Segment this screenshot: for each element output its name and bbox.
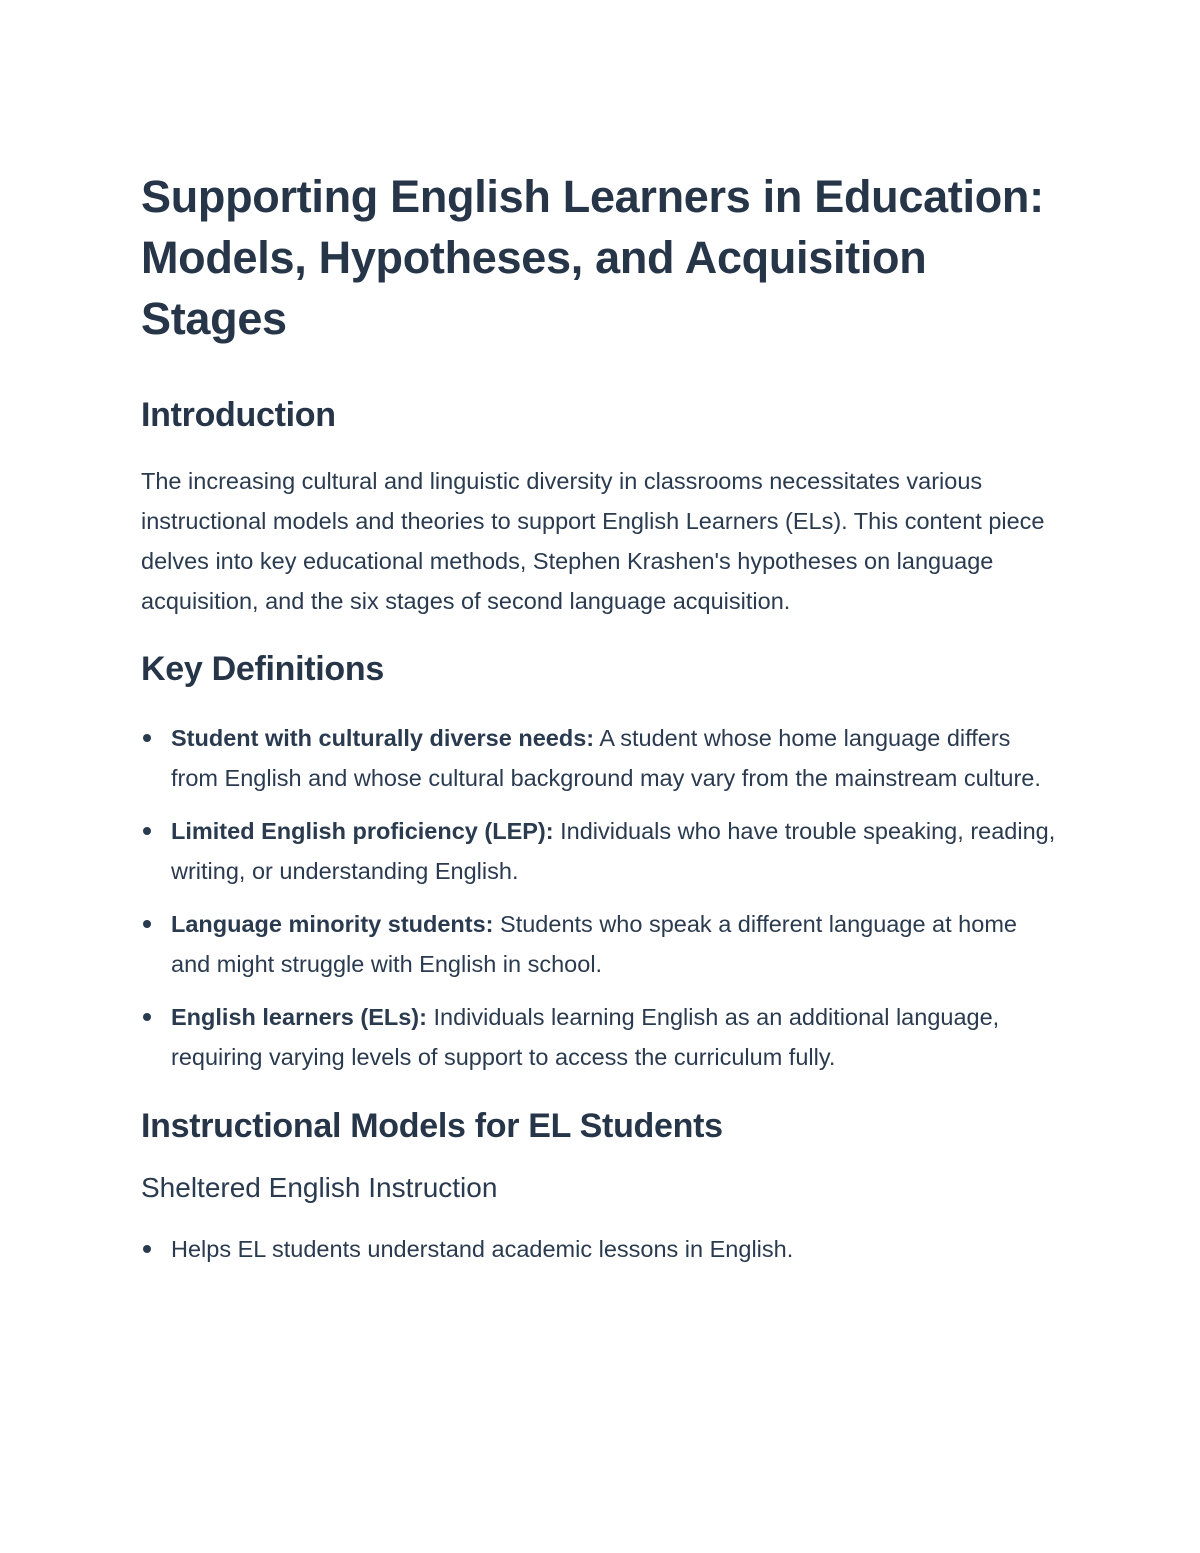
introduction-paragraph: The increasing cultural and linguistic diversity in classrooms necessitates various instructional models and theories to support English Learners (ELs). This content piece delves into key educational methods, Stephen Krashen's hypotheses on language acquisition, and the six stages of second language acquisition. — [141, 468, 1045, 614]
bullet-icon — [143, 827, 151, 835]
list-item — [141, 1229, 1061, 1269]
bullet-icon — [143, 1013, 151, 1021]
key-definitions-heading: Key Definitions — [141, 650, 384, 688]
list-item — [141, 904, 1061, 984]
list-item — [141, 997, 1061, 1077]
definition-term: Student with culturally diverse needs: — [171, 725, 595, 751]
bullet-icon — [143, 920, 151, 928]
definition-text: A student whose home language differs from English and whose cultural background may vary from the mainstream culture. — [171, 725, 1041, 791]
definition-text: Students who speak a different language at home and might struggle with English in school. — [171, 911, 1017, 977]
definition-text: Individuals learning English as an additional language, requiring varying levels of support to access the curriculum fully. — [171, 1004, 1000, 1070]
definition-term: Limited English proficiency (LEP): — [171, 818, 554, 844]
instructional-models-heading: Instructional Models for EL Students — [141, 1107, 723, 1145]
bullet-icon — [143, 1245, 151, 1253]
definition-term: English learners (ELs): — [171, 1004, 427, 1030]
definition-text: Individuals who have trouble speaking, reading, writing, or understanding English. — [171, 818, 1056, 884]
document-title: Supporting English Learners in Education: Models, Hypotheses, and Acquisition Stages — [141, 171, 1044, 344]
list-item — [141, 718, 1061, 798]
list-item-text: Helps EL students understand academic lessons in English. — [171, 1236, 794, 1262]
bullet-icon — [143, 734, 151, 742]
sheltered-english-heading: Sheltered English Instruction — [141, 1172, 498, 1203]
document-page — [141, 166, 1061, 1269]
key-definitions-list — [141, 718, 1061, 1077]
list-item — [141, 811, 1061, 891]
definition-term: Language minority students: — [171, 911, 494, 937]
introduction-heading: Introduction — [141, 396, 336, 434]
sheltered-english-list — [141, 1229, 1061, 1269]
